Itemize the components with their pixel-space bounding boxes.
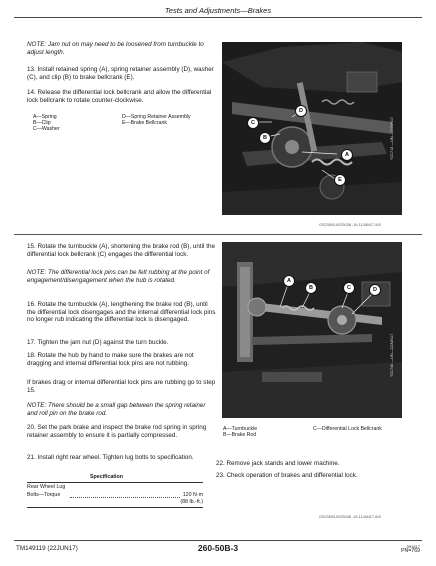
section1-legend-right (122, 114, 220, 126)
footer-page-number: 260-50B-3 (197, 543, 239, 553)
step-13: 13. Install retained spring (A), spring retainer assembly (D), washer (C), and clip (B) to brake bellcrank (E). (27, 66, 214, 81)
figure-turnbuckle (222, 242, 402, 418)
legend-b: B—Clip (33, 120, 51, 127)
callout-b: B (305, 282, 317, 294)
page-header-title: Tests and Adjustments—Brakes (164, 6, 272, 15)
footer-right-small: 091617 (406, 544, 420, 549)
spec-item: Rear Wheel Lug (27, 484, 66, 490)
footer-doc-id: TM149119 (22JUN17) (16, 545, 78, 552)
spec-rule-bottom (27, 507, 203, 508)
footer-right-block (401, 544, 420, 554)
legend-d: D—Spring Retainer Assembly (122, 114, 191, 120)
section1-note: NOTE: Jam nut on may need to be loosened from turnbuckle to adjust length. (27, 41, 204, 56)
figure2-vertical-id: YZ1740 —UN—22JUN17 (390, 333, 394, 377)
section2-note1: NOTE: The differential lock pins can be felt rubbing at the point of engagement/disengagement when the hub is rotated. (27, 269, 210, 284)
step-23: 23. Check operation of brakes and differential lock. (216, 472, 358, 479)
legend-b: B—Brake Rod (223, 432, 257, 439)
step-16: 16. Rotate the turnbuckle (A), lengthening the brake rod (B), until the differential lock disengages and the internal differential lock pins no longer rub indicating the differential lock is disengaged. (27, 301, 216, 324)
step-15: 15. Rotate the turnbuckle (A), shortening the brake rod (B), until the differential lock bellcrank (C) engages the differential lock. (27, 243, 215, 258)
callout-b: B (259, 132, 271, 144)
callout-a: A (283, 275, 295, 287)
callout-d: D (295, 105, 307, 117)
section2-note2: NOTE: There should be a small gap between the spring retainer and roll pin on the brake rod. (27, 402, 206, 417)
spec-title: Specification (90, 474, 123, 480)
step-21: 21. Install right rear wheel. Tighten lug bolts to specification. (27, 454, 194, 461)
legend-c: C—Differential Lock Bellcrank (313, 426, 382, 432)
legend-e: E—Brake Bellcrank (122, 120, 167, 127)
legend-a: A—Turnbuckle (223, 426, 258, 432)
callout-e: E (334, 174, 346, 186)
figure-brake-bellcrank-illustration (222, 42, 402, 215)
spec-rule-top (27, 482, 203, 483)
spec-leader-dots (70, 497, 180, 498)
legend-c: C—Washer (33, 126, 60, 133)
spec-value: 120 N·m (182, 492, 203, 498)
section2-legend-right (313, 426, 418, 432)
step-18: 18. Rotate the hub by hand to make sure the brakes are not dragging and internal differential lock pins are not rubbing. (27, 352, 194, 367)
callout-d: D (369, 284, 381, 296)
figure-turnbuckle-illustration (222, 242, 402, 418)
legend-a: A—Spring (33, 114, 57, 120)
header-rule (14, 17, 422, 18)
figure1-vertical-id: YZ1713 —UN—22JUN17 (390, 116, 394, 160)
step-17: 17. Tighten the jam nut (D) against the turn buckle. (27, 339, 169, 346)
step-22: 22. Remove jack stands and lower machine. (216, 460, 340, 467)
section1-legend-left (33, 114, 113, 133)
callout-c: C (247, 117, 259, 129)
figure-brake-bellcrank (222, 42, 402, 215)
callout-a: A (341, 149, 353, 161)
footer-pn: PN=769 (401, 548, 420, 554)
section-divider (14, 234, 422, 235)
spec-label: Bolts—Torque (27, 492, 61, 498)
figure1-photo-id: GS23593,0023038 -19-11JAN17-5/8 (319, 223, 381, 227)
step-14: 14. Release the differential lock bellcrank and allow the differential lock bellcrank to rotate counter-clockwise. (27, 89, 212, 104)
step-20: 20. Set the park brake and inspect the brake rod spring in spring retainer assembly to ensure it is partially compressed. (27, 424, 207, 439)
callout-c: C (343, 282, 355, 294)
spec-value-imperial: (88 lb.-ft.) (180, 499, 203, 505)
footer-rule (14, 540, 422, 541)
step-18-followup: If brakes drag or internal differential lock pins are rubbing go to step 15. (27, 379, 216, 394)
section2-legend-left (223, 426, 303, 438)
figure2-photo-id: GS23593,0023038 -19-11JAN17-6/8 (319, 515, 381, 519)
